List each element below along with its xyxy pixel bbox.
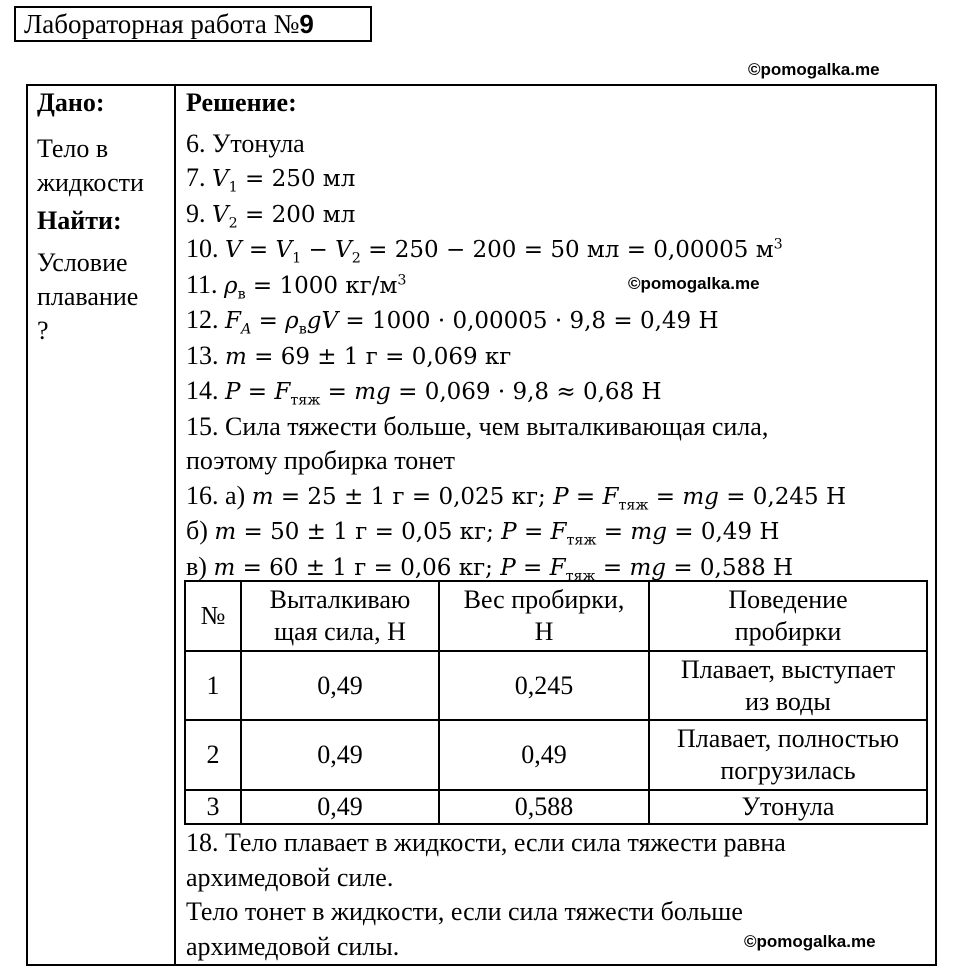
solution-line-13: 13. m = 69 ± 1 г = 0,069 кг (186, 340, 512, 370)
header-buoyant-force: Выталкиваю щая сила, Н (241, 581, 439, 651)
results-table (184, 580, 928, 825)
solution-label: Решение: (186, 88, 297, 117)
solution-line-12: 12. $F_A = \rho_вgV = 1000 \cdot 0,00005 \cdot 9,8 = 0,49$ Н (186, 305, 719, 338)
solution-line-16b: б) m = 50 ± 1 г = 0,05 кг; $P = F_{тяж}$ = mg = 0,49 Н (186, 516, 780, 549)
conclusion-line: архимедовой силе. (186, 862, 394, 892)
cell-force: 0,49 (241, 720, 439, 790)
cell-weight: 0,49 (439, 720, 649, 790)
solution-line-10: 10. $V = V_1 - V_2 = 250 - 200 = 50$ мл = 0,00005 $м^3$ (186, 234, 783, 267)
given-line: Тело в (37, 134, 109, 163)
solution-column (186, 86, 936, 585)
conclusion-line: Тело тонет в жидкости, если сила тяжести больше (186, 897, 743, 926)
title-number: 9 (299, 9, 314, 39)
cell-behavior: Плавает, выступает из воды (649, 651, 927, 720)
find-line: Условие (37, 248, 128, 277)
cell-number: 1 (185, 651, 241, 720)
watermark-bottom: ©pomogalka.me (744, 932, 876, 951)
table-row (185, 651, 927, 720)
find-line: ? (37, 316, 49, 345)
page-title (14, 6, 372, 42)
solution-line-11: 11. $\rho_в = 1000$ $кг/м^3$ (186, 269, 407, 303)
cell-number: 3 (185, 790, 241, 824)
solution-line-16a: 16. а) m = 25 ± 1 г = 0,025 кг; $P = F_{тяж}$ = mg = 0,245 Н (186, 480, 847, 514)
cell-number: 2 (185, 720, 241, 790)
cell-force: 0,49 (241, 651, 439, 720)
given-column (37, 86, 172, 348)
cell-behavior: Плавает, полностью погрузилась (649, 720, 927, 790)
header-tube-weight: Вес пробирки, Н (439, 581, 649, 651)
given-label: Дано: (37, 88, 105, 117)
find-label: Найти: (37, 206, 122, 235)
column-divider (174, 84, 176, 966)
solution-line-6: 6. Утонула (186, 128, 305, 158)
header-tube-behavior: Поведение пробирки (649, 581, 927, 651)
solution-line-7: 7. $V_1 = 250$ мл (186, 163, 356, 196)
given-line: жидкости (37, 168, 144, 197)
solution-line-16c: в) m = 60 ± 1 г = 0,06 кг; $P = F_{тяж}$ = mg = 0,588 Н (186, 551, 794, 585)
watermark-middle: ©pomogalka.me (628, 274, 760, 293)
solution-line-15: 15. Сила тяжести больше, чем выталкивающая сила, (186, 411, 769, 441)
solution-line-9: 9. $V_2 = 200$ мл (186, 198, 356, 232)
title-text: Лабораторная работа № (24, 9, 300, 39)
conclusion (186, 826, 936, 964)
header-number: № (185, 581, 241, 651)
cell-weight: 0,588 (439, 790, 649, 824)
solution-line-14: 14. $P = F_{тяж}$ = mg = 0,069 · 9,8 ≈ 0,68 Н (186, 376, 662, 409)
cell-behavior: Утонула (649, 790, 927, 824)
find-line: плавание (37, 282, 139, 311)
cell-weight: 0,245 (439, 651, 649, 720)
watermark-top: ©pomogalka.me (748, 60, 880, 79)
solution-line-15-cont: поэтому пробирка тонет (186, 446, 456, 475)
table-row (185, 720, 927, 790)
conclusion-line: архимедовой силы. (186, 931, 400, 961)
table-header-row (185, 581, 927, 651)
table-row (185, 790, 927, 824)
conclusion-line: 18. Тело плавает в жидкости, если сила тяжести равна (186, 828, 786, 857)
cell-force: 0,49 (241, 790, 439, 824)
